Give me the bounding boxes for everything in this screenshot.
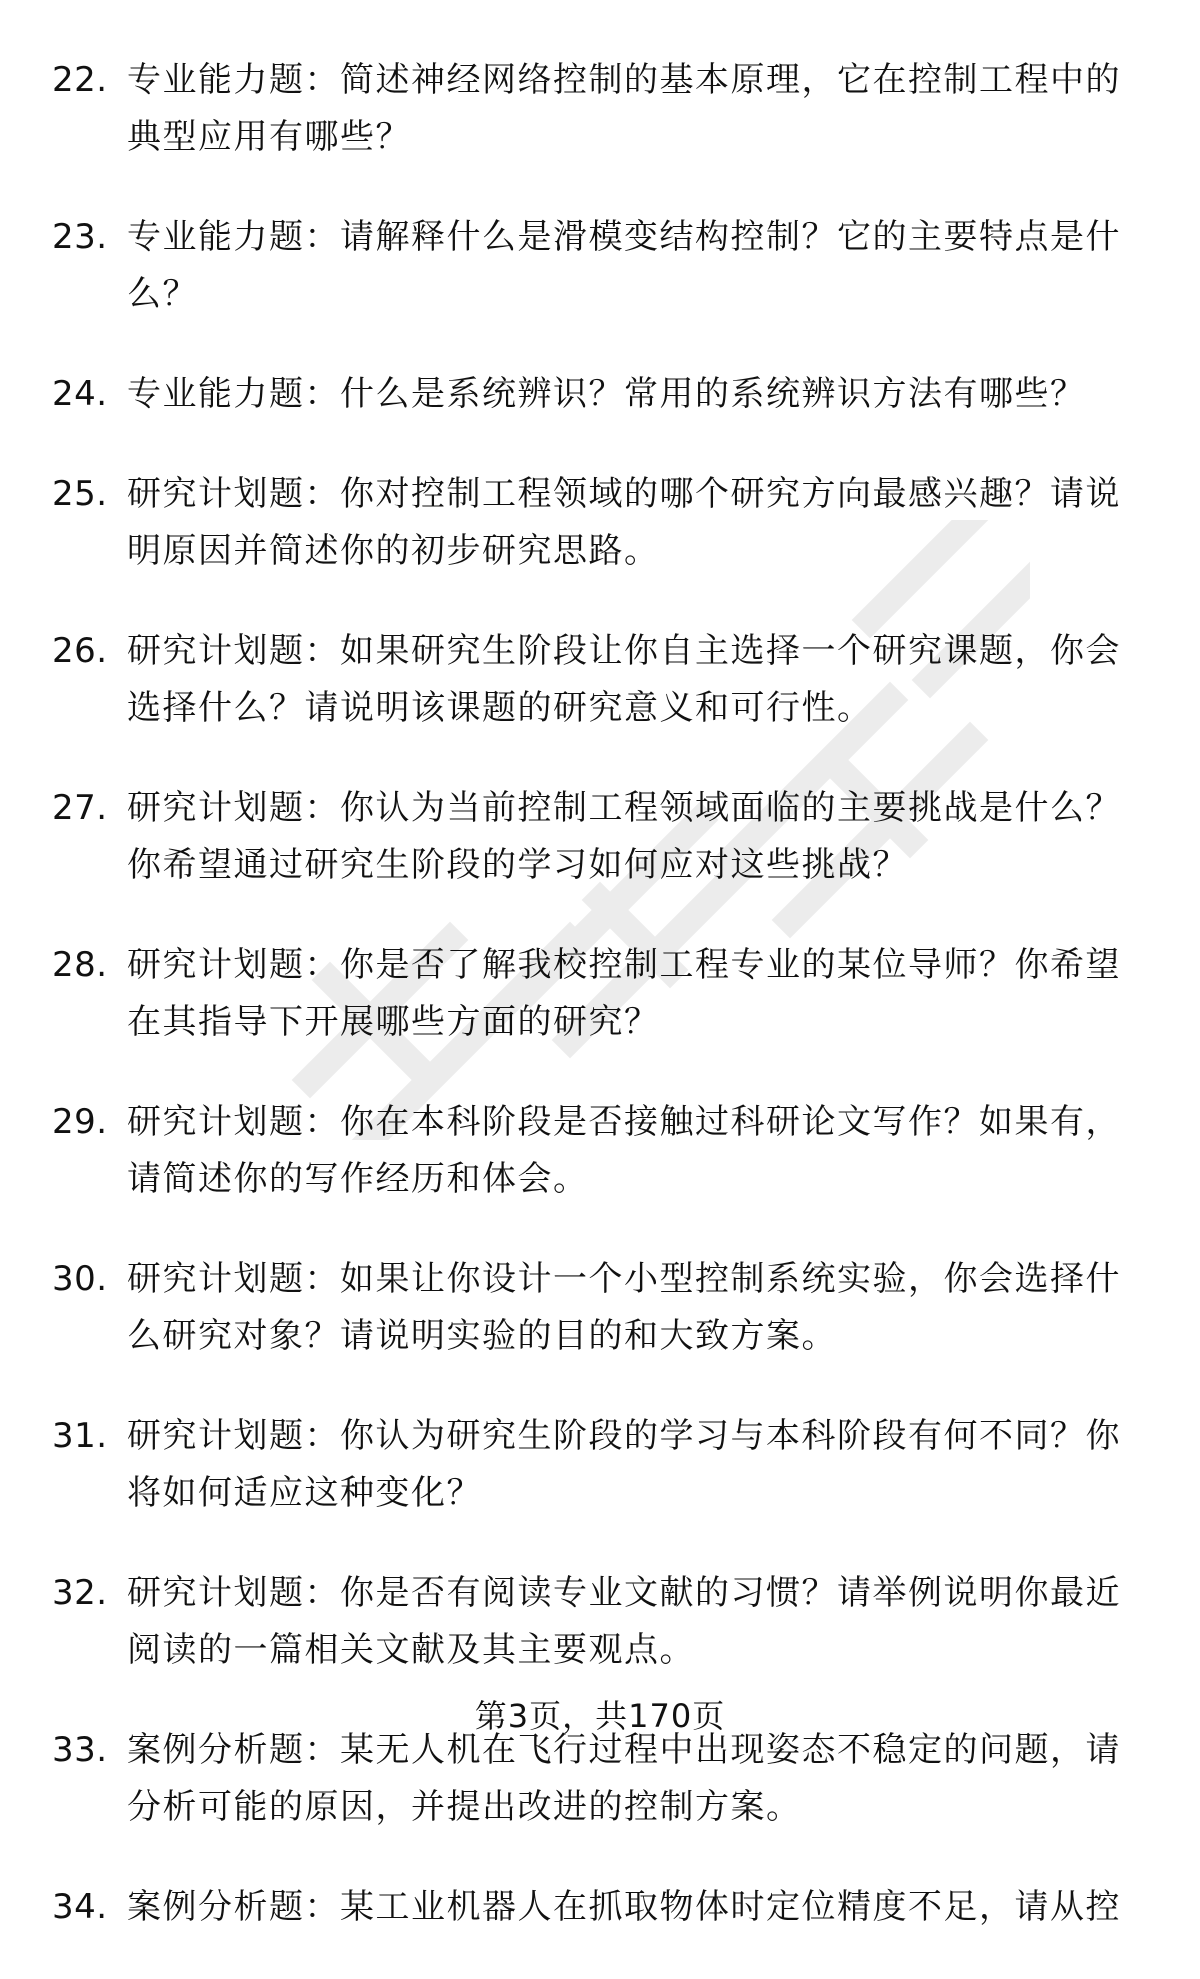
question-text: 研究计划题：你认为研究生阶段的学习与本科阶段有何不同？你将如何适应这种变化？ [127,1416,1121,1513]
question-item [52,1094,1142,1208]
question-text: 研究计划题：你认为当前控制工程领域面临的主要挑战是什么？你希望通过研究生阶段的学习如何应对这些挑战？ [127,788,1121,885]
question-number: 23. [52,217,108,257]
question-text: 研究计划题：你对控制工程领域的哪个研究方向最感兴趣？请说明原因并简述你的初步研究思路。 [127,474,1121,571]
question-item [52,466,1142,580]
question-item [52,1251,1142,1365]
question-number: 34. [52,1887,108,1927]
question-number: 22. [52,60,108,100]
question-text: 专业能力题：简述神经网络控制的基本原理，它在控制工程中的典型应用有哪些？ [127,60,1121,157]
question-text: 案例分析题：某无人机在飞行过程中出现姿态不稳定的问题，请分析可能的原因，并提出改进的控制方案。 [127,1730,1121,1827]
question-text: 研究计划题：如果研究生阶段让你自主选择一个研究课题，你会选择什么？请说明该课题的研究意义和可行性。 [127,631,1121,728]
page-number-footer: 第3页，共170页 [474,1697,726,1735]
question-number: 33. [52,1730,108,1770]
question-item [52,366,1142,423]
question-item [52,1879,1142,1936]
question-text: 专业能力题：什么是系统辨识？常用的系统辨识方法有哪些？ [127,374,1086,414]
question-text: 研究计划题：你是否了解我校控制工程专业的某位导师？你希望在其指导下开展哪些方面的研究？ [127,945,1121,1042]
question-number: 31. [52,1416,108,1456]
question-number: 26. [52,631,108,671]
question-list [52,52,1142,1979]
question-text: 专业能力题：请解释什么是滑模变结构控制？它的主要特点是什么？ [127,217,1121,314]
question-item [52,1408,1142,1522]
question-number: 25. [52,474,108,514]
question-number: 29. [52,1102,108,1142]
question-number: 32. [52,1573,108,1613]
question-item [52,52,1142,166]
question-number: 27. [52,788,108,828]
question-number: 28. [52,945,108,985]
question-item [52,209,1142,323]
question-item [52,1565,1142,1679]
question-number: 30. [52,1259,108,1299]
question-item [52,623,1142,737]
question-text: 研究计划题：如果让你设计一个小型控制系统实验，你会选择什么研究对象？请说明实验的目的和大致方案。 [127,1259,1121,1356]
question-text: 案例分析题：某工业机器人在抓取物体时定位精度不足，请从控 [127,1887,1121,1927]
question-text: 研究计划题：你在本科阶段是否接触过科研论文写作？如果有，请简述你的写作经历和体会。 [127,1102,1121,1199]
question-item [52,780,1142,894]
question-item [52,937,1142,1051]
question-number: 24. [52,374,108,414]
question-item [52,1722,1142,1836]
question-text: 研究计划题：你是否有阅读专业文献的习惯？请举例说明你最近阅读的一篇相关文献及其主要观点。 [127,1573,1121,1670]
